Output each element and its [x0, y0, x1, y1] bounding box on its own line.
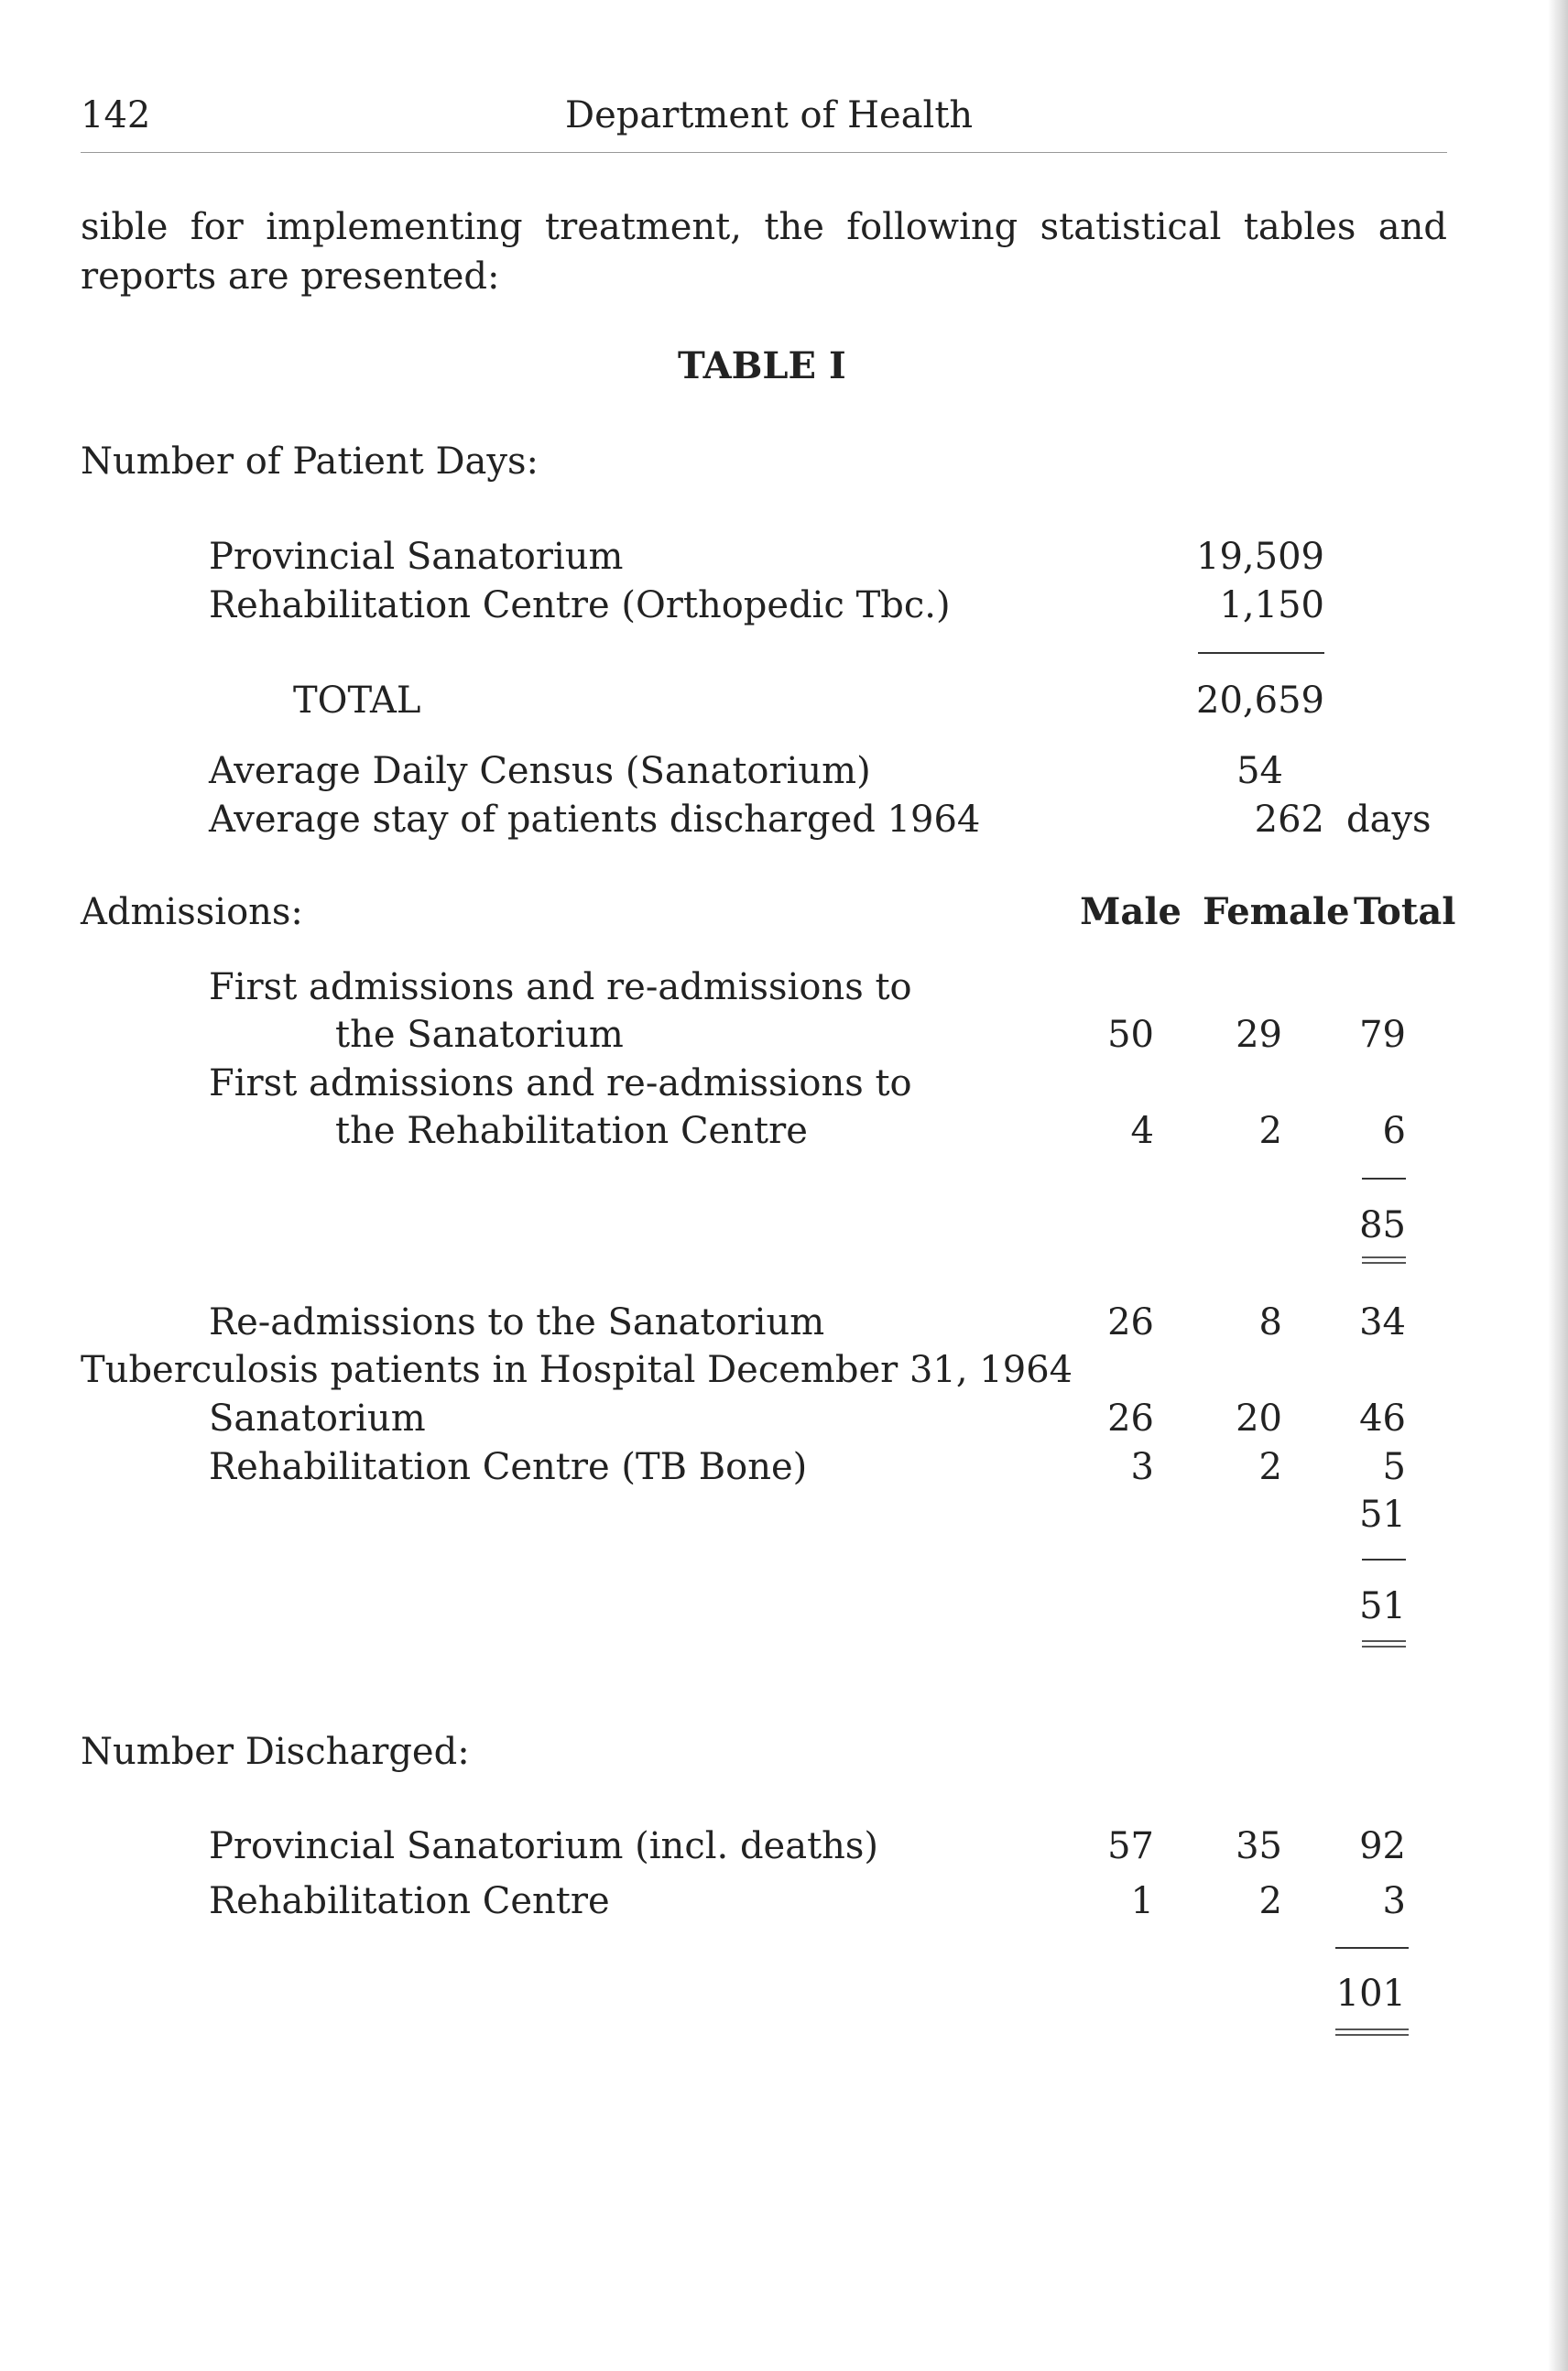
stay-label: Average stay of patients discharged 1964 [209, 799, 981, 841]
stay-value: 262 [1254, 799, 1324, 841]
intro-word: statistical [1040, 206, 1222, 248]
value-male: 50 [1107, 1014, 1154, 1056]
value-male: 3 [1130, 1446, 1154, 1488]
discharged-double-rule [1335, 2028, 1409, 2036]
value-total: 92 [1359, 1825, 1406, 1867]
admissions-heading: Admissions: [81, 891, 303, 933]
value-female: 2 [1258, 1446, 1282, 1488]
intro-word: tables [1243, 206, 1356, 248]
value-male: 57 [1107, 1825, 1154, 1867]
admissions-row-label-cont: the Rehabilitation Centre [335, 1110, 808, 1152]
discharged-row-label: Provincial Sanatorium (incl. deaths) [209, 1825, 879, 1867]
value-male: 26 [1107, 1301, 1154, 1343]
discharged-total: 101 [1335, 1973, 1406, 2015]
intro-word: for [190, 206, 244, 248]
census-value: 54 [1236, 750, 1283, 792]
intro-word: implementing [266, 206, 523, 248]
subtotal-rule [1362, 1178, 1406, 1180]
page-edge-shadow [1548, 0, 1568, 2371]
discharged-heading: Number Discharged: [81, 1731, 470, 1773]
intro-line-2: reports are presented: [81, 256, 500, 298]
admissions-row-label: First admissions and re-admissions to [209, 1062, 912, 1104]
intro-word: sible [81, 206, 169, 248]
intro-word: the [764, 206, 824, 248]
intro-line-1 [81, 206, 1447, 248]
patient-days-row-value: 1,150 [1219, 584, 1324, 626]
total-value: 20,659 [1196, 680, 1324, 722]
table-title: TABLE I [678, 344, 846, 387]
value-female: 2 [1258, 1880, 1282, 1922]
discharged-row-label: Rehabilitation Centre [209, 1880, 610, 1922]
sanatorium-label: Sanatorium [209, 1398, 426, 1440]
column-header-female: Female [1203, 890, 1350, 933]
patient-days-heading: Number of Patient Days: [81, 440, 539, 483]
patient-days-row-value: 19,509 [1196, 536, 1324, 578]
value-male: 4 [1130, 1110, 1154, 1152]
value-female: 29 [1236, 1014, 1282, 1056]
value-male: 26 [1107, 1398, 1154, 1440]
patient-days-row-label: Provincial Sanatorium [209, 536, 624, 578]
value-total: 5 [1382, 1446, 1406, 1488]
intro-word: following [846, 206, 1018, 248]
value-total: 46 [1359, 1398, 1406, 1440]
intro-word: and [1377, 206, 1447, 248]
subtotal-double-rule [1362, 1256, 1406, 1264]
value-female: 8 [1258, 1301, 1282, 1343]
total-double-rule [1362, 1640, 1406, 1648]
total-label: TOTAL [293, 680, 421, 722]
column-header-total: Total [1354, 890, 1456, 933]
rehab-tb-bone-label: Rehabilitation Centre (TB Bone) [209, 1446, 808, 1488]
patient-days-row-label: Rehabilitation Centre (Orthopedic Tbc.) [209, 584, 951, 626]
page-number: 142 [81, 94, 151, 136]
value-female: 2 [1258, 1110, 1282, 1152]
value-total: 34 [1359, 1301, 1406, 1343]
admissions-row-label-cont: the Sanatorium [335, 1014, 624, 1056]
value-female: 20 [1236, 1398, 1282, 1440]
value-total: 79 [1359, 1014, 1406, 1056]
running-header-title: Department of Health [565, 94, 974, 136]
value-female: 35 [1236, 1825, 1282, 1867]
value-total: 3 [1382, 1880, 1406, 1922]
value-total: 6 [1382, 1110, 1406, 1152]
column-header-male: Male [1080, 890, 1181, 933]
readmissions-label: Re-admissions to the Sanatorium [209, 1301, 825, 1343]
admissions-row-label: First admissions and re-admissions to [209, 966, 912, 1008]
in-hospital-sum: 51 [1359, 1494, 1406, 1536]
in-hospital-total: 51 [1359, 1585, 1406, 1627]
discharged-rule [1335, 1947, 1409, 1949]
census-label: Average Daily Census (Sanatorium) [209, 750, 871, 792]
intro-word: treatment, [545, 206, 742, 248]
sum-rule [1362, 1559, 1406, 1561]
stay-unit: days [1346, 799, 1432, 841]
in-hospital-label: Tuberculosis patients in Hospital December 31, 1964 [81, 1349, 1073, 1391]
value-male: 1 [1130, 1880, 1154, 1922]
total-rule [1198, 652, 1324, 654]
header-rule [81, 152, 1447, 153]
admissions-subtotal: 85 [1359, 1204, 1406, 1246]
